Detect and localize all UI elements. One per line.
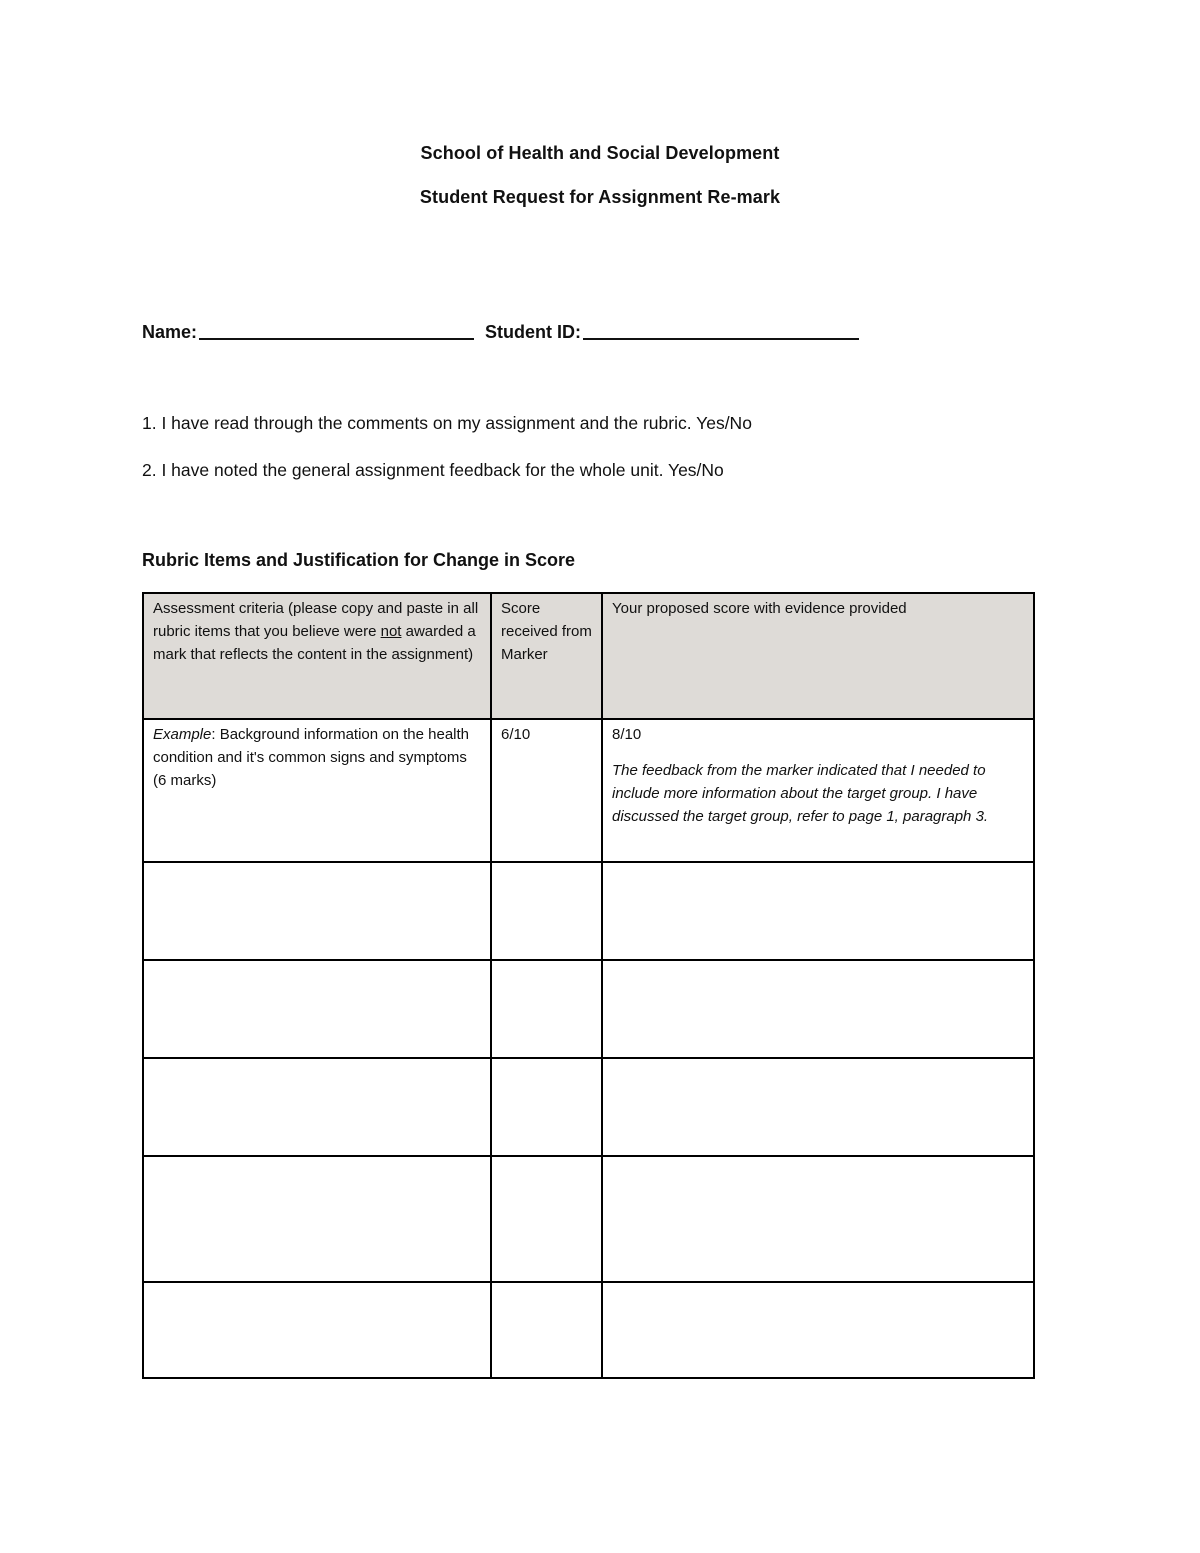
proposed-cell[interactable]	[602, 1058, 1034, 1156]
form-title: Student Request for Assignment Re-mark	[419, 187, 781, 207]
student-id-label: Student ID:	[485, 322, 582, 342]
rubric-table	[142, 592, 1035, 1379]
student-id-field[interactable]	[583, 320, 859, 340]
criteria-cell[interactable]	[143, 1156, 491, 1282]
proposed-cell[interactable]	[602, 1282, 1034, 1378]
table-row	[143, 862, 1034, 960]
table-row	[143, 1058, 1034, 1156]
checklist-item-comments: 1. I have read through the comments on my assignment and the rubric. Yes/No	[142, 413, 752, 433]
proposed-cell[interactable]	[602, 862, 1034, 960]
proposed-cell[interactable]	[602, 1156, 1034, 1282]
criteria-cell[interactable]	[143, 960, 491, 1058]
example-score: 6/10	[491, 719, 602, 862]
example-criteria: Example: Background information on the health condition and it's common signs and symptoms (6 marks)	[143, 719, 491, 862]
rubric-section-heading: Rubric Items and Justification for Change in Score	[142, 550, 576, 570]
example-proposed	[602, 719, 1034, 862]
checklist-item-feedback: 2. I have noted the general assignment feedback for the whole unit. Yes/No	[142, 460, 724, 480]
identity-line	[142, 320, 859, 343]
score-cell[interactable]	[491, 862, 602, 960]
proposed-cell[interactable]	[602, 960, 1034, 1058]
score-cell[interactable]	[491, 1282, 602, 1378]
school-title: School of Health and Social Development	[420, 143, 780, 163]
header-criteria: Assessment criteria (please copy and paste in all rubric items that you believe were not awarded a mark that reflects the content in the assignment)	[143, 593, 491, 719]
criteria-cell[interactable]	[143, 862, 491, 960]
score-cell[interactable]	[491, 1156, 602, 1282]
header-score: Score received from Marker	[491, 593, 602, 719]
example-row	[143, 719, 1034, 862]
header-proposed: Your proposed score with evidence provided	[602, 593, 1034, 719]
table-header-row	[143, 593, 1034, 719]
criteria-cell[interactable]	[143, 1058, 491, 1156]
example-prefix: Example	[153, 726, 212, 743]
criteria-cell[interactable]	[143, 1282, 491, 1378]
name-field[interactable]	[199, 320, 474, 340]
table-row	[143, 1156, 1034, 1282]
example-evidence: The feedback from the marker indicated that I needed to include more information about the target group. I have discussed the target group, refer to page 1, paragraph 3.	[612, 762, 989, 825]
score-cell[interactable]	[491, 960, 602, 1058]
score-cell[interactable]	[491, 1058, 602, 1156]
table-row	[143, 960, 1034, 1058]
emphasis-not: not	[380, 623, 402, 640]
table-row	[143, 1282, 1034, 1378]
name-label: Name:	[142, 322, 198, 342]
example-proposed-score: 8/10	[612, 726, 642, 743]
